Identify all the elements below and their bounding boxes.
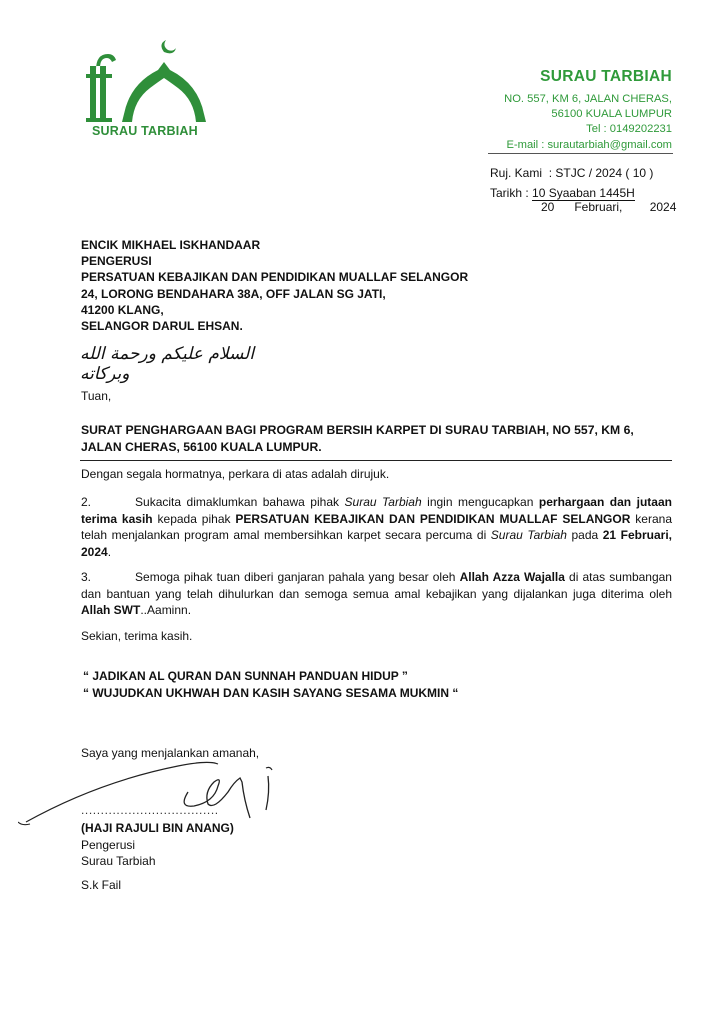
recipient-postcode: 41200 KLANG, xyxy=(81,302,164,317)
surau-name: Surau Tarbiah xyxy=(344,495,422,509)
salutation: Tuan, xyxy=(81,389,112,403)
telephone: Tel : 0149202231 xyxy=(586,123,672,136)
paragraph-2-number: 2. xyxy=(81,495,92,509)
recipient-name: ENCIK MIKHAEL ISKHANDAAR xyxy=(81,238,261,252)
closing-remark: Sekian, terima kasih. xyxy=(81,629,193,643)
text: Sukacita dimaklumkan bahawa pihak xyxy=(135,495,345,509)
text: di atas sumbangan dan bantuan yang telah dihulurkan dan semoga semua amal kebajikan yang dijalankan juga diterima oleh xyxy=(81,570,672,601)
motto-2: “ WUJUDKAN UKHWAH DAN KASIH SAYANG SESAMA MUKMIN “ xyxy=(83,685,459,700)
logo-caption: SURAU TARBIAH xyxy=(92,124,198,138)
gregorian-month: Februari, xyxy=(574,200,623,214)
surau-logo-icon xyxy=(78,40,218,135)
text: Semoga pihak tuan diberi ganjaran pahala yang besar oleh xyxy=(135,570,460,584)
address-line-1: NO. 557, KM 6, JALAN CHERAS, xyxy=(504,93,672,105)
org-name: SURAU TARBIAH xyxy=(540,68,672,85)
text: kepada pihak xyxy=(152,511,236,526)
paragraph-2 xyxy=(81,494,672,560)
arabic-greeting: السلام عليكم ورحمة الله وبركاته xyxy=(80,344,255,384)
letterhead-divider xyxy=(488,153,673,154)
paragraph-3 xyxy=(81,569,672,619)
recipient-state: SELANGOR DARUL EHSAN. xyxy=(81,319,243,334)
signer-title: Pengerusi xyxy=(81,837,136,852)
text: kerana telah menjalankan program amal membersihkan karpet secara percuma di xyxy=(81,511,672,542)
recipient-org: PERSATUAN KEBAJIKAN DAN PENDIDIKAN MUALLAF SELANGOR xyxy=(81,270,469,285)
gregorian-year: 2024 xyxy=(649,200,677,214)
paragraph-3-number: 3. xyxy=(81,570,92,584)
recipient-title: PENGERUSI xyxy=(81,254,152,269)
signature-line: ................................... xyxy=(81,803,219,817)
ruj-label: Ruj. Kami xyxy=(490,166,543,180)
signer-org: Surau Tarbiah xyxy=(81,854,156,868)
date-line: Tarikh : 10 Syaaban 1445H xyxy=(490,186,635,200)
text: ingin mengucapkan xyxy=(421,495,539,509)
reference-block xyxy=(490,163,653,203)
gregorian-day: 20 xyxy=(541,200,555,214)
address-line-2: 56100 KUALA LUMPUR xyxy=(551,108,672,121)
organization-name: PERSATUAN KEBAJIKAN DAN PENDIDIKAN MUALLAF SELANGOR xyxy=(235,511,631,526)
emphasis: Allah Azza Wajalla xyxy=(459,570,565,584)
signer-block xyxy=(81,820,234,870)
reference-line xyxy=(490,163,653,183)
subject-underline xyxy=(80,460,672,461)
recipient-address xyxy=(81,237,468,334)
letter-subject: SURAT PENGHARGAAN BAGI PROGRAM BERSIH KARPET DI SURAU TARBIAH, NO 557, KM 6, JALAN CHERAS, 56100 KUALA LUMPUR. xyxy=(81,423,634,454)
emphasis: perhargaan dan jutaan terima kasih xyxy=(81,495,672,526)
tarikh-label: Tarikh xyxy=(490,186,523,200)
letterhead-contact xyxy=(504,68,672,153)
signer-name: (HAJI RAJULI BIN ANANG) xyxy=(81,821,234,835)
surau-name: Surau Tarbiah xyxy=(490,528,567,542)
ruj-value: : STJC / 2024 ( 10 ) xyxy=(548,166,654,180)
motto-1: “ JADIKAN AL QURAN DAN SUNNAH PANDUAN HIDUP ” xyxy=(83,669,408,683)
mottos xyxy=(83,668,458,701)
carbon-copy: S.k Fail xyxy=(81,878,122,892)
hijri-date: 10 Syaaban 1445H xyxy=(532,186,635,200)
email: E-mail : surautarbiah@gmail.com xyxy=(506,138,672,151)
text: . xyxy=(107,544,112,559)
text: pada xyxy=(566,528,603,542)
recipient-street: 24, LORONG BENDAHARA 38A, OFF JALAN SG JATI, xyxy=(81,286,386,301)
emphasis: Allah SWT xyxy=(81,603,141,617)
closing-phrase: Saya yang menjalankan amanah, xyxy=(81,746,260,760)
event-date: 21 Februari, 2024 xyxy=(81,528,672,559)
gregorian-date xyxy=(541,200,676,214)
text: ..Aaminn. xyxy=(140,603,192,617)
paragraph-1: Dengan segala hormatnya, perkara di atas adalah dirujuk. xyxy=(81,467,390,481)
